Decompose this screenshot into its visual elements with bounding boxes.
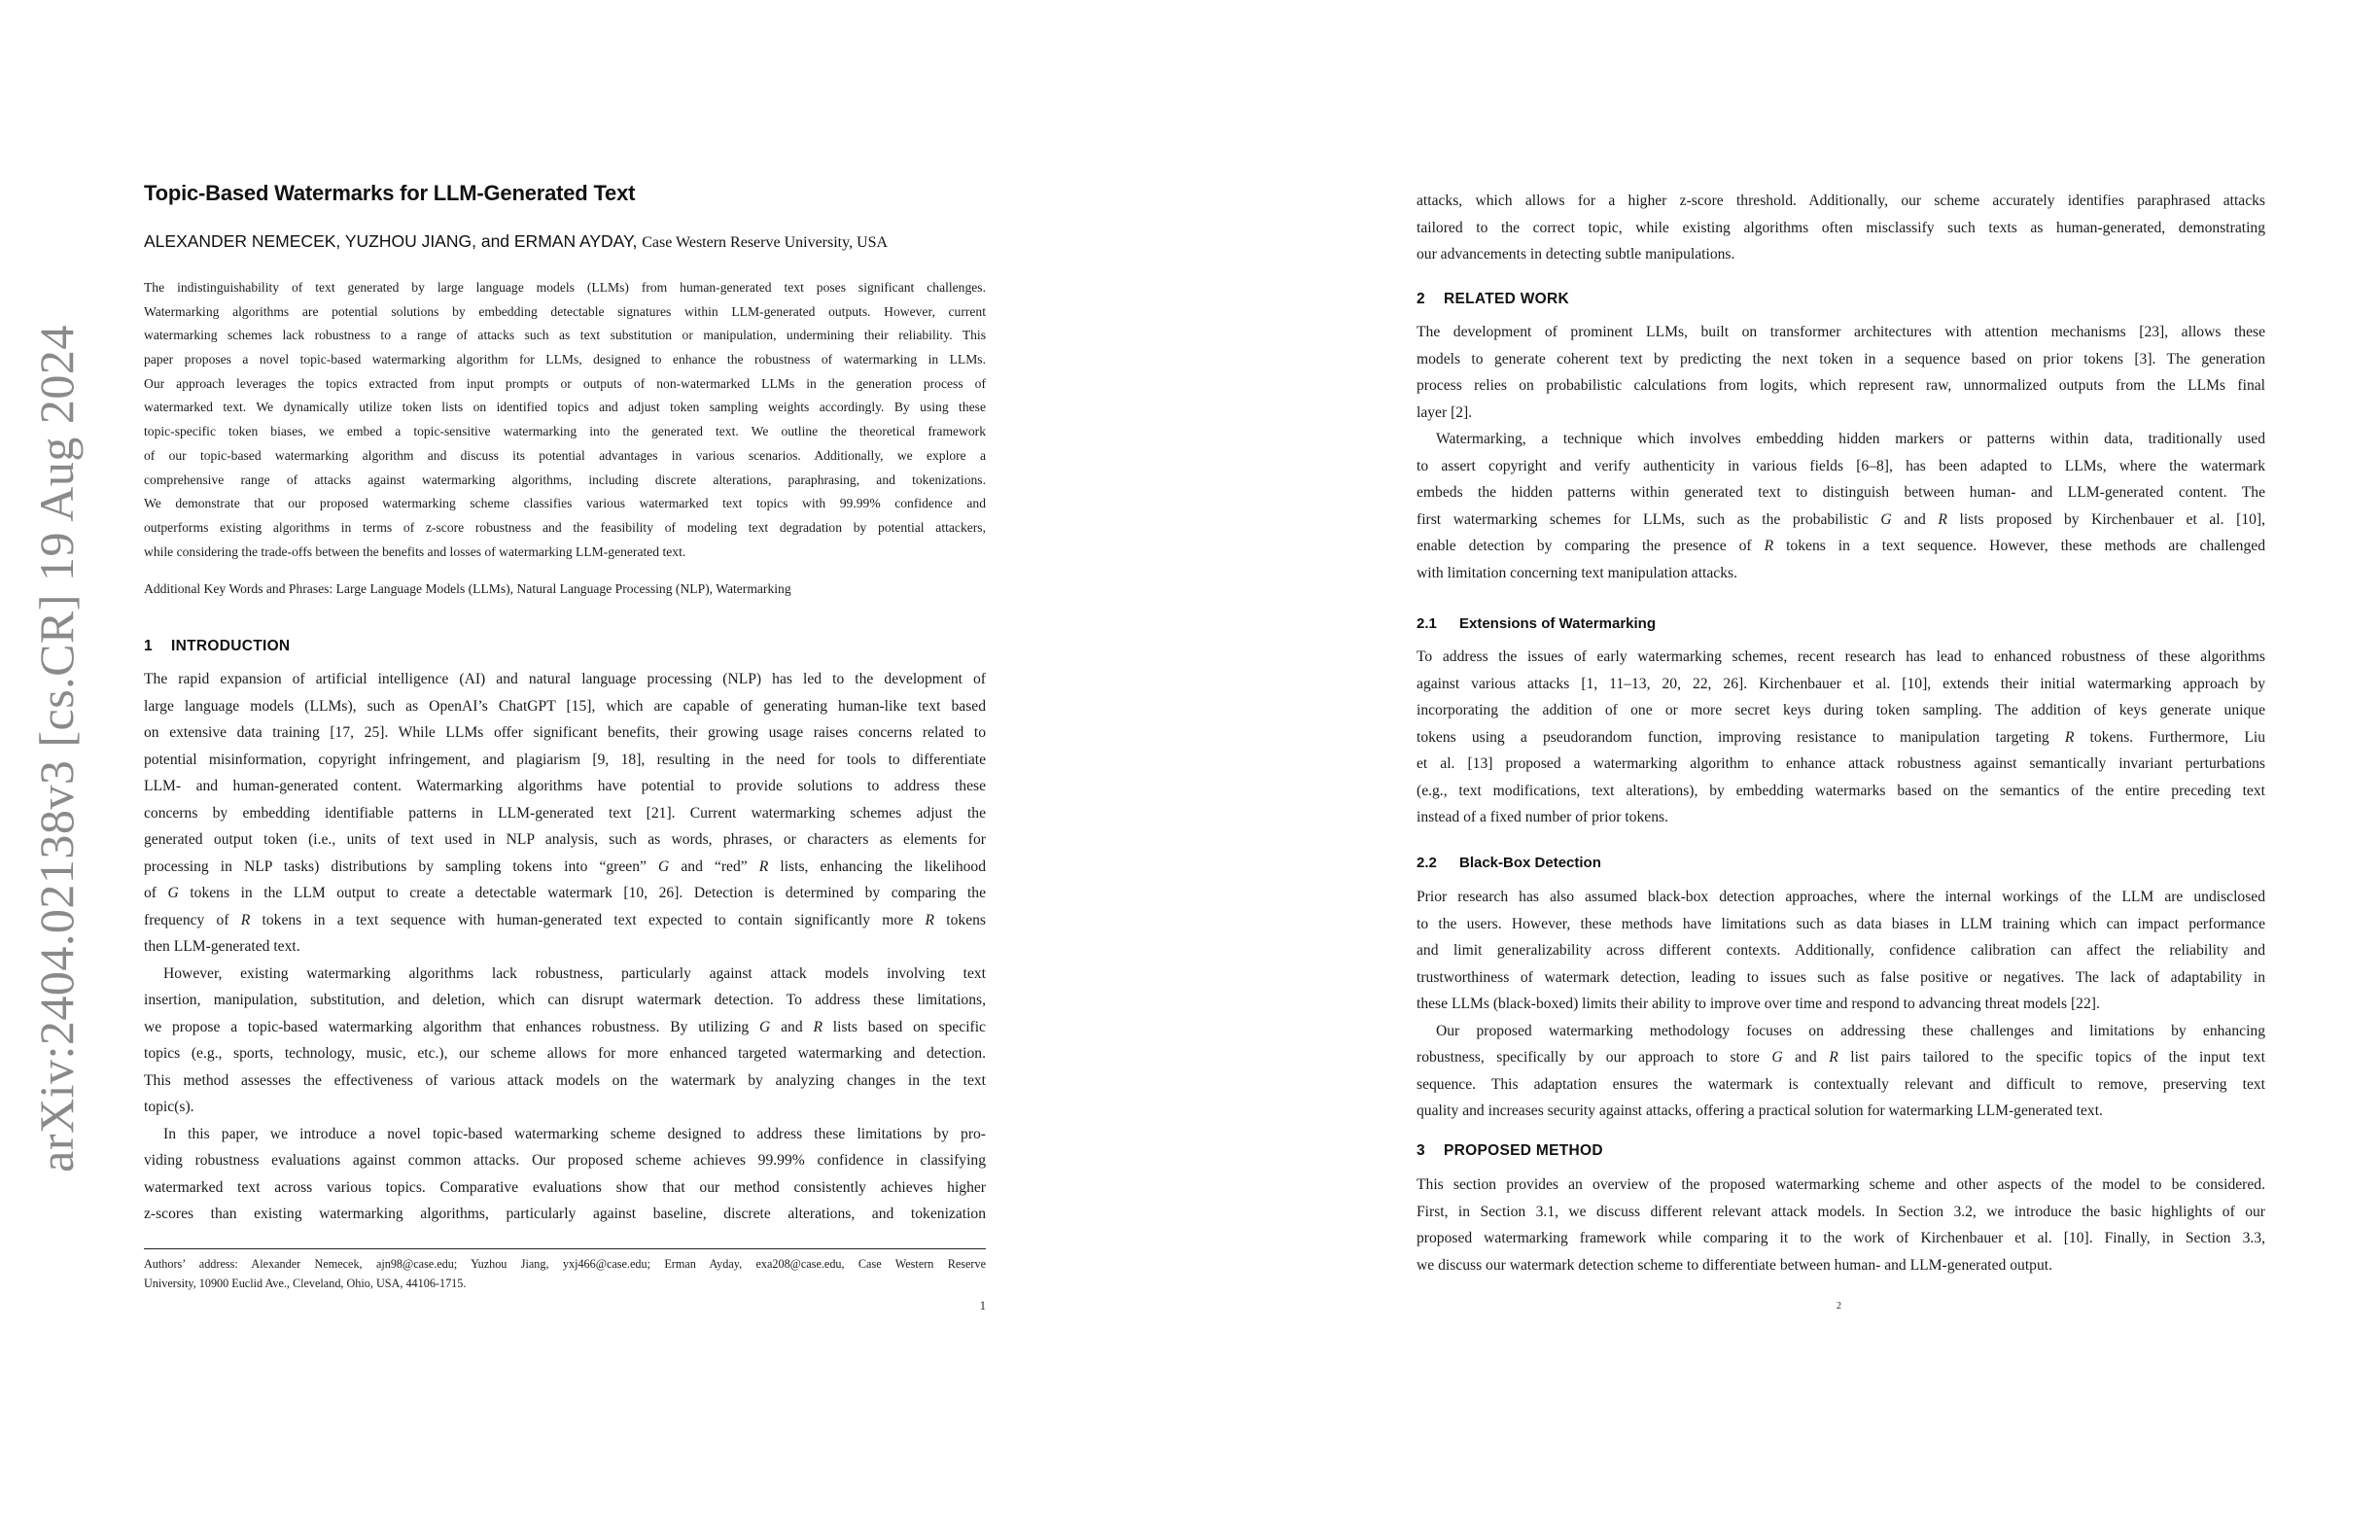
text-line: frequency of R tokens in a text sequence with human-generated text expected to contain significantly more R tokens: [144, 911, 987, 928]
section-title: PROPOSED METHOD: [1444, 1142, 1603, 1159]
text-line: robustness, specifically by our approach to store G and R list pairs tailored to the specific topics of the input text: [1417, 1049, 2266, 1066]
black-box-body: [1417, 884, 2265, 1125]
section-number: 2: [1417, 291, 1425, 307]
text-line: we propose a topic-based watermarking algorithm that enhances robustness. By utilizing G and R lists based on specific: [144, 1018, 986, 1035]
text-line: these LLMs (black-boxed) limits their ability to improve over time and respond to advancing threat models [22].: [1417, 996, 2100, 1012]
section-title: Extensions of Watermarking: [1459, 615, 1656, 632]
text-line: et al. [13] proposed a watermarking algorithm to enhance attack robustness against semantically invariant perturbations: [1417, 755, 2265, 772]
text-line: To address the issues of early watermarking schemes, recent research has lead to enhanced robustness of these algorithms: [1417, 648, 2265, 665]
text-line: layer [2].: [1417, 403, 1473, 421]
text-line: tokens using a pseudorandom function, improving resistance to manipulation targeting R tokens. Furthermore, Liu: [1417, 728, 2266, 746]
page-1: [144, 0, 986, 1540]
abstract-line: watermarking schemes lack robustness to a range of attacks such as text substitution or manipulation, undermining their reliability. This: [144, 328, 986, 343]
text-line: models to generate coherent text by predicting the next token in a sequence based on prior tokens [3]. The generation: [1417, 350, 2265, 368]
text-line: sequence. This adaptation ensures the watermark is contextually relevant and difficult to remove, preserving text: [1417, 1075, 2265, 1093]
related-work-body: [1417, 319, 2265, 586]
introduction-continuation: [1417, 188, 2265, 268]
text-line: attacks, which allows for a higher z-score threshold. Additionally, our scheme accurately identifies paraphrased attacks: [1417, 192, 2265, 209]
abstract-line: while considering the trade-offs between the benefits and losses of watermarking LLM-generated text.: [144, 543, 686, 559]
footnote-line: Authors’ address: Alexander Nemecek, ajn98@case.edu; Yuzhou Jiang, yxj466@case.edu; Erman Ayday, exa208@case.edu, Case Western Reserve: [144, 1257, 986, 1271]
section-number: 2.1: [1417, 615, 1437, 632]
author-names: ALEXANDER NEMECEK, YUZHOU JIANG, and ERMAN AYDAY,: [144, 231, 638, 251]
text-line: Watermarking, a technique which involves embedding hidden markers or patterns within data, traditionally used: [1436, 431, 2265, 447]
text-line: on extensive data training [17, 25]. While LLMs offer significant benefits, their growing usage raises concerns related to: [144, 724, 986, 741]
proposed-method-body: [1417, 1172, 2265, 1278]
section-title: RELATED WORK: [1444, 291, 1570, 307]
text-line: tailored to the correct topic, while existing algorithms often misclassify such texts as human-generated, demonstrating: [1417, 219, 2265, 236]
abstract-line: The indistinguishability of text generated by large language models (LLMs) from human-generated text poses significant challenges.: [144, 280, 986, 295]
text-line: This section provides an overview of the proposed watermarking scheme and other aspects of the model to be considered.: [1417, 1176, 2265, 1193]
section-title: INTRODUCTION: [171, 638, 291, 654]
text-line: insertion, manipulation, substitution, and deletion, which can disrupt watermark detection. To address these limitations,: [144, 992, 986, 1008]
page-number: 1: [979, 1299, 986, 1312]
footnote-line: University, 10900 Euclid Ave., Cleveland, Ohio, USA, 44106-1715.: [144, 1277, 467, 1290]
text-line: then LLM-generated text.: [144, 938, 300, 955]
text-line: Prior research has also assumed black-box detection approaches, where the internal workings of the LLM are undisclosed: [1417, 889, 2265, 905]
text-line: LLM- and human-generated content. Watermarking algorithms have potential to provide solutions to address these: [144, 778, 986, 794]
text-line: process relies on probabilistic calculations from logits, which represent raw, unnormalized outputs from the LLMs final: [1417, 377, 2265, 394]
text-line: processing in NLP tasks) distributions by sampling tokens into “green” G and “red” R lists, enhancing the likelihood: [144, 858, 987, 875]
abstract-line: topic-specific token biases, we embed a topic-sensitive watermarking into the generated text. We outline the theoretical framework: [144, 424, 986, 439]
page-2: [1417, 0, 2265, 1540]
abstract-line: outperforms existing algorithms in terms of z-score robustness and the feasibility of modeling text degradation by potential attackers,: [144, 519, 986, 535]
text-line: trustworthiness of watermark detection, leading to issues such as false positive or negatives. The lack of adaptability in: [1417, 968, 2265, 986]
text-line: However, existing watermarking algorithms lack robustness, particularly against attack models involving text: [163, 964, 986, 982]
text-line: viding robustness evaluations against common attacks. Our proposed scheme achieves 99.99% confidence in classifying: [144, 1152, 986, 1169]
section-heading-introduction: [144, 638, 290, 655]
text-line: watermarked text across various topics. Comparative evaluations show that our method consistently achieves higher: [144, 1178, 986, 1196]
page-number: 2: [1837, 1301, 1841, 1312]
text-line: and limit generalizability across different contexts. Additionally, confidence calibration can affect the reliability and: [1417, 942, 2265, 959]
text-line: with limitation concerning text manipulation attacks.: [1417, 564, 1737, 581]
author-line: [144, 231, 888, 252]
text-line: The development of prominent LLMs, built on transformer architectures with attention mechanisms [23], allows these: [1417, 324, 2265, 340]
abstract-line: Watermarking algorithms are potential solutions by embedding detectable signatures within LLM-generated outputs. However, current: [144, 303, 986, 319]
text-line: First, in Section 3.1, we discuss different relevant attack models. In Section 3.2, we introduce the basic highlights of our: [1417, 1203, 2265, 1220]
text-line: first watermarking schemes for LLMs, such as the probabilistic G and R lists proposed by Kirchenbauer et al. [10],: [1417, 510, 2266, 528]
text-line: quality and increases security against attacks, offering a practical solution for watermarking LLM-generated text.: [1417, 1102, 2103, 1119]
abstract-line: Our approach leverages the topics extracted from input prompts or outputs of non-watermarked LLMs in the generation process of: [144, 375, 986, 391]
text-line: large language models (LLMs), such as OpenAI’s ChatGPT [15], which are capable of generating human-like text based: [144, 697, 986, 715]
text-line: The rapid expansion of artificial intelligence (AI) and natural language processing (NLP) has led to the development of: [144, 671, 986, 687]
text-line: against various attacks [1, 11–13, 20, 22, 26]. Kirchenbauer et al. [10], extends their initial watermarking approach by: [1417, 675, 2265, 692]
text-line: generated output token (i.e., units of text used in NLP analysis, such as words, phrases, or characters as elements for: [144, 831, 986, 848]
text-line: z-scores than existing watermarking algorithms, particularly against baseline, discrete alterations, and tokenization: [144, 1206, 986, 1222]
footnote-divider: [144, 1248, 986, 1249]
extensions-body: [1417, 644, 2265, 831]
text-line: our advancements in detecting subtle manipulations.: [1417, 246, 1735, 262]
keywords: Additional Key Words and Phrases: Large Language Models (LLMs), Natural Language Processing (NLP), Watermarking: [144, 581, 791, 596]
text-line: we discuss our watermark detection scheme to differentiate between human- and LLM-generated output.: [1417, 1256, 2052, 1274]
text-line: to the users. However, these methods have limitations such as data biases in LLM training which can impact performance: [1417, 915, 2265, 932]
abstract-line: of our topic-based watermarking algorithm and discuss its potential advantages in various scenarios. Additionally, we explore a: [144, 447, 986, 463]
abstract-line: watermarked text. We dynamically utilize token lists on identified topics and adjust token sampling weights accordingly. By using these: [144, 400, 986, 415]
abstract: [144, 276, 986, 564]
section-number: 3: [1417, 1142, 1425, 1159]
text-line: embeds the hidden patterns within generated text to distinguish between human- and LLM-generated content. The: [1417, 484, 2265, 501]
text-line: (e.g., text modifications, text alterations), by embedding watermarks based on the semantics of the entire preceding text: [1417, 782, 2265, 799]
text-line: Our proposed watermarking methodology focuses on addressing these challenges and limitations by enhancing: [1436, 1022, 2265, 1039]
text-line: incorporating the addition of one or more secret keys during token sampling. The addition of keys generate unique: [1417, 702, 2265, 718]
author-affiliation: Case Western Reserve University, USA: [642, 234, 889, 251]
arxiv-identifier-text: arXiv:2404.02138v3 [cs.CR] 19 Aug 2024: [29, 325, 85, 1172]
text-line: This method assesses the effectiveness of various attack models on the watermark by analyzing changes in the text: [144, 1071, 986, 1089]
section-heading-proposed-method: [1417, 1142, 1603, 1160]
text-line: to assert copyright and verify authenticity in various fields [6–8], has been adapted to LLMs, where the watermark: [1417, 457, 2265, 474]
text-line: instead of a fixed number of prior tokens.: [1417, 809, 1668, 825]
arxiv-identifier-stamp: [27, 325, 86, 1172]
authors-address-footnote: [144, 1254, 986, 1293]
text-line: potential misinformation, copyright infringement, and plagiarism [9, 18], resulting in the need for tools to differentiate: [144, 751, 986, 768]
text-line: concerns by embedding identifiable patterns in LLM-generated text [21]. Current watermarking schemes adjust the: [144, 804, 986, 822]
abstract-line: We demonstrate that our proposed watermarking scheme classifies various watermarked text topics with 99.99% confidence and: [144, 496, 986, 511]
subsection-heading-black-box: [1417, 855, 1601, 871]
text-line: enable detection by comparing the presence of R tokens in a text sequence. However, these methods are challenged: [1417, 538, 2265, 554]
section-number: 2.2: [1417, 855, 1437, 871]
section-title: Black-Box Detection: [1459, 855, 1601, 871]
text-line: topic(s).: [144, 1099, 194, 1115]
text-line: proposed watermarking framework while comparing it to the work of Kirchenbauer et al. [10]. Finally, in Section 3.3,: [1417, 1230, 2265, 1246]
section-number: 1: [144, 638, 153, 654]
abstract-line: paper proposes a novel topic-based watermarking algorithm for LLMs, designed to enhance the robustness of watermarking in LLMs.: [144, 352, 986, 368]
introduction-body: [144, 666, 986, 1228]
text-line: In this paper, we introduce a novel topic-based watermarking scheme designed to address these limitations by pro-: [163, 1125, 986, 1142]
text-line: of G tokens in the LLM output to create a detectable watermark [10, 26]. Detection is determined by comparing the: [144, 885, 986, 901]
text-line: topics (e.g., sports, technology, music, etc.), our scheme allows for more enhanced targeted watermarking and detection.: [144, 1045, 986, 1062]
section-heading-related-work: [1417, 291, 1569, 308]
abstract-line: comprehensive range of attacks against watermarking algorithms, including discrete alterations, paraphrasing, and tokenizations.: [144, 472, 986, 487]
subsection-heading-extensions: [1417, 615, 1656, 632]
paper-title: Topic-Based Watermarks for LLM-Generated Text: [144, 181, 636, 205]
